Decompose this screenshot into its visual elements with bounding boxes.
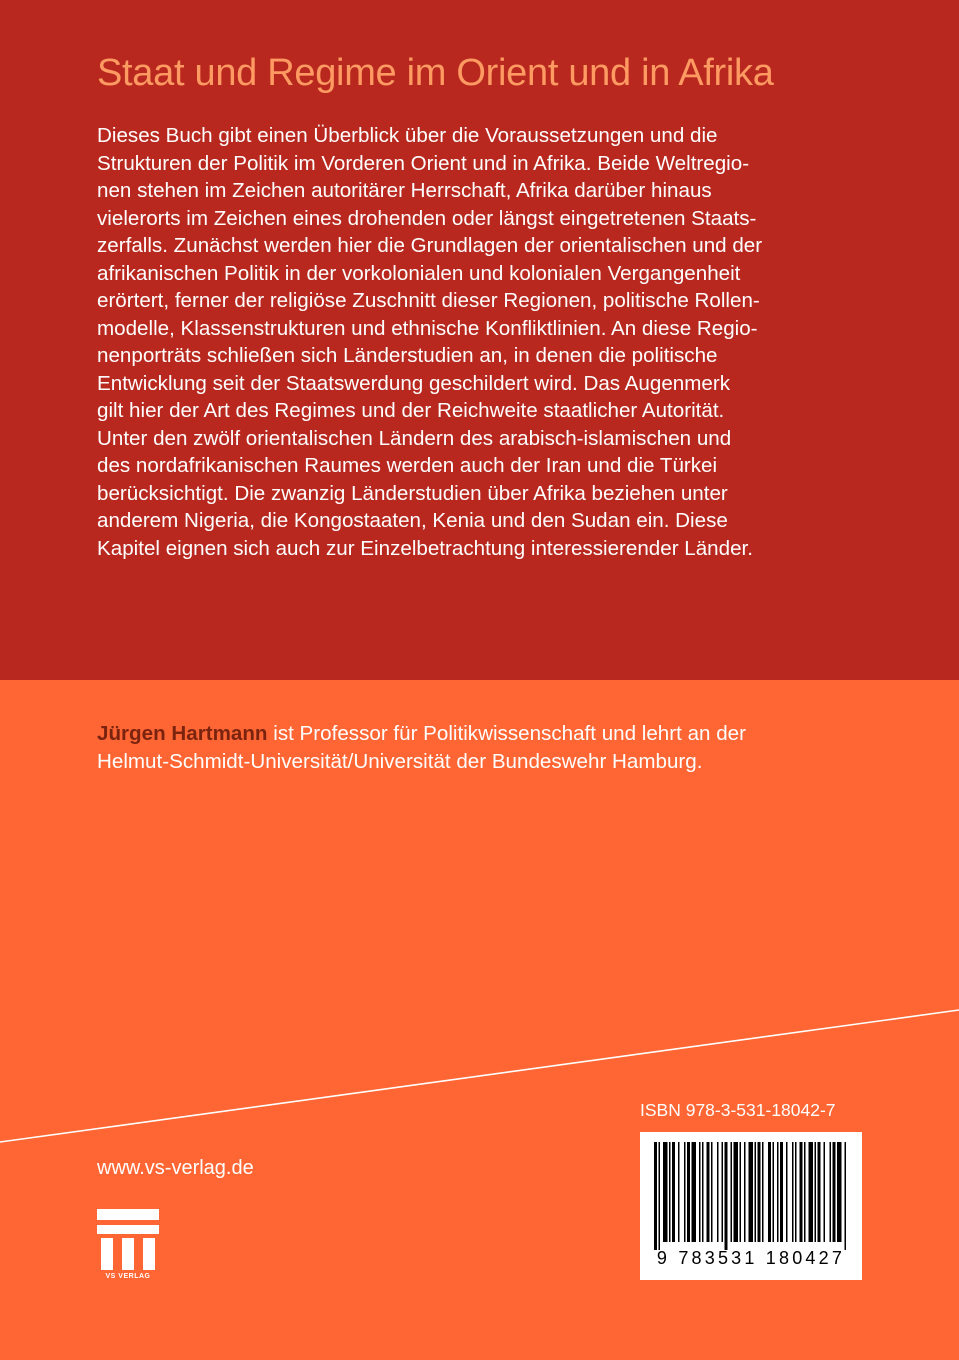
blurb-line: modelle, Klassenstrukturen und ethnische Konfliktlinien. An diese Regio-: [97, 316, 758, 340]
barcode-bar: [744, 1142, 746, 1242]
blurb-line: vielerorts im Zeichen eines drohenden oder längst eingetretenen Staats-: [97, 206, 757, 230]
author-bio-text: ist Professor für Politikwissenschaft und lehrt an der: [267, 722, 746, 745]
barcode-bar: [722, 1142, 724, 1242]
barcode-bar: [833, 1142, 836, 1242]
barcode-bar: [699, 1142, 701, 1242]
blurb-line: Dieses Buch gibt einen Überblick über die Voraussetzungen und die: [97, 124, 718, 147]
barcode-bar: [654, 1142, 657, 1250]
blurb-line: Entwicklung seit der Staatswerdung geschildert wird. Das Augenmerk: [97, 371, 730, 395]
vs-verlag-logo-icon: [97, 1209, 159, 1271]
barcode-bar: [663, 1142, 668, 1242]
barcode-bar: [818, 1142, 821, 1242]
barcode-bar: [755, 1142, 757, 1242]
barcode-bar: [740, 1142, 742, 1242]
barcode-bar: [684, 1142, 686, 1242]
barcode-bar: [678, 1142, 680, 1242]
barcode-bar: [777, 1142, 779, 1242]
barcode-bar: [711, 1142, 713, 1242]
barcode-bar: [804, 1142, 806, 1242]
blurb-line: anderem Nigeria, die Kongostaaten, Kenia und den Sudan ein. Diese: [97, 509, 728, 532]
barcode-bar: [845, 1142, 847, 1250]
barcode-bar: [786, 1142, 788, 1242]
barcode-bar: [702, 1142, 704, 1242]
barcode-bar: [749, 1142, 754, 1242]
blurb-line: gilt hier der Art des Regimes und der Reichweite staatlicher Autorität.: [97, 399, 725, 422]
blurb-line: nen stehen im Zeichen autoritärer Herrschaft, Afrika darüber hinaus: [97, 179, 712, 202]
isbn-label: ISBN 978-3-531-18042-7: [640, 1100, 836, 1120]
barcode-bar: [758, 1142, 761, 1242]
blurb-line: berücksichtigt. Die zwanzig Länderstudien über Afrika beziehen unter: [97, 481, 728, 505]
barcode-bar: [824, 1142, 826, 1242]
blurb-line: afrikanischen Politik in der vorkolonialen und kolonialen Vergangenheit: [97, 261, 741, 285]
barcode-bar: [669, 1142, 671, 1242]
barcode-bar: [731, 1142, 733, 1242]
barcode-bar: [773, 1142, 775, 1242]
barcode: [640, 1132, 862, 1280]
barcode-bar: [780, 1142, 783, 1242]
blurb-line: zerfalls. Zunächst werden hier die Grundlagen der orientalischen und der: [97, 234, 763, 257]
barcode-bar: [672, 1142, 675, 1242]
barcode-bar: [815, 1142, 817, 1242]
author-affiliation: Helmut-Schmidt-Universität/Universität der Bundeswehr Hamburg.: [97, 750, 703, 773]
barcode-bar: [687, 1142, 690, 1242]
barcode-bar: [734, 1142, 739, 1242]
barcode-bar: [692, 1142, 697, 1242]
barcode-bar: [659, 1142, 661, 1250]
barcode-bar: [795, 1142, 797, 1242]
blurb-line: Unter den zwölf orientalischen Ländern des arabisch-islamischen und: [97, 426, 732, 450]
barcode-bar: [792, 1142, 794, 1242]
publisher-website[interactable]: www.vs-verlag.de: [97, 1157, 254, 1179]
barcode-bar: [717, 1142, 719, 1242]
barcode-bar: [725, 1142, 728, 1250]
blurb-line: des nordafrikanischen Raumes werden auch der Iran und die Türkei: [97, 454, 718, 477]
barcode-digits: 9 783531 180427: [656, 1248, 846, 1268]
barcode-bar: [809, 1142, 814, 1242]
barcode-bar: [707, 1142, 710, 1242]
barcode-bar: [768, 1142, 771, 1242]
publisher-logo-text: VS VERLAG: [105, 1273, 151, 1280]
barcode-bar: [830, 1142, 832, 1242]
book-title: Staat und Regime im Orient und in Afrika: [97, 52, 774, 94]
blurb-line: Kapitel eignen sich auch zur Einzelbetrachtung interessierender Länder.: [97, 536, 753, 560]
blurb-line: erörtert, ferner der religiöse Zuschnitt dieser Regionen, politische Rollen-: [97, 289, 760, 312]
barcode-bar: [762, 1142, 764, 1242]
barcode-bar: [837, 1142, 842, 1242]
blurb-line: Strukturen der Politik im Vorderen Orient und in Afrika. Beide Weltregio-: [97, 151, 750, 175]
blurb-line: nenporträts schließen sich Länderstudien an, in denen die politische: [97, 344, 718, 367]
author-name: Jürgen Hartmann: [97, 722, 268, 745]
barcode-bar: [800, 1142, 803, 1242]
